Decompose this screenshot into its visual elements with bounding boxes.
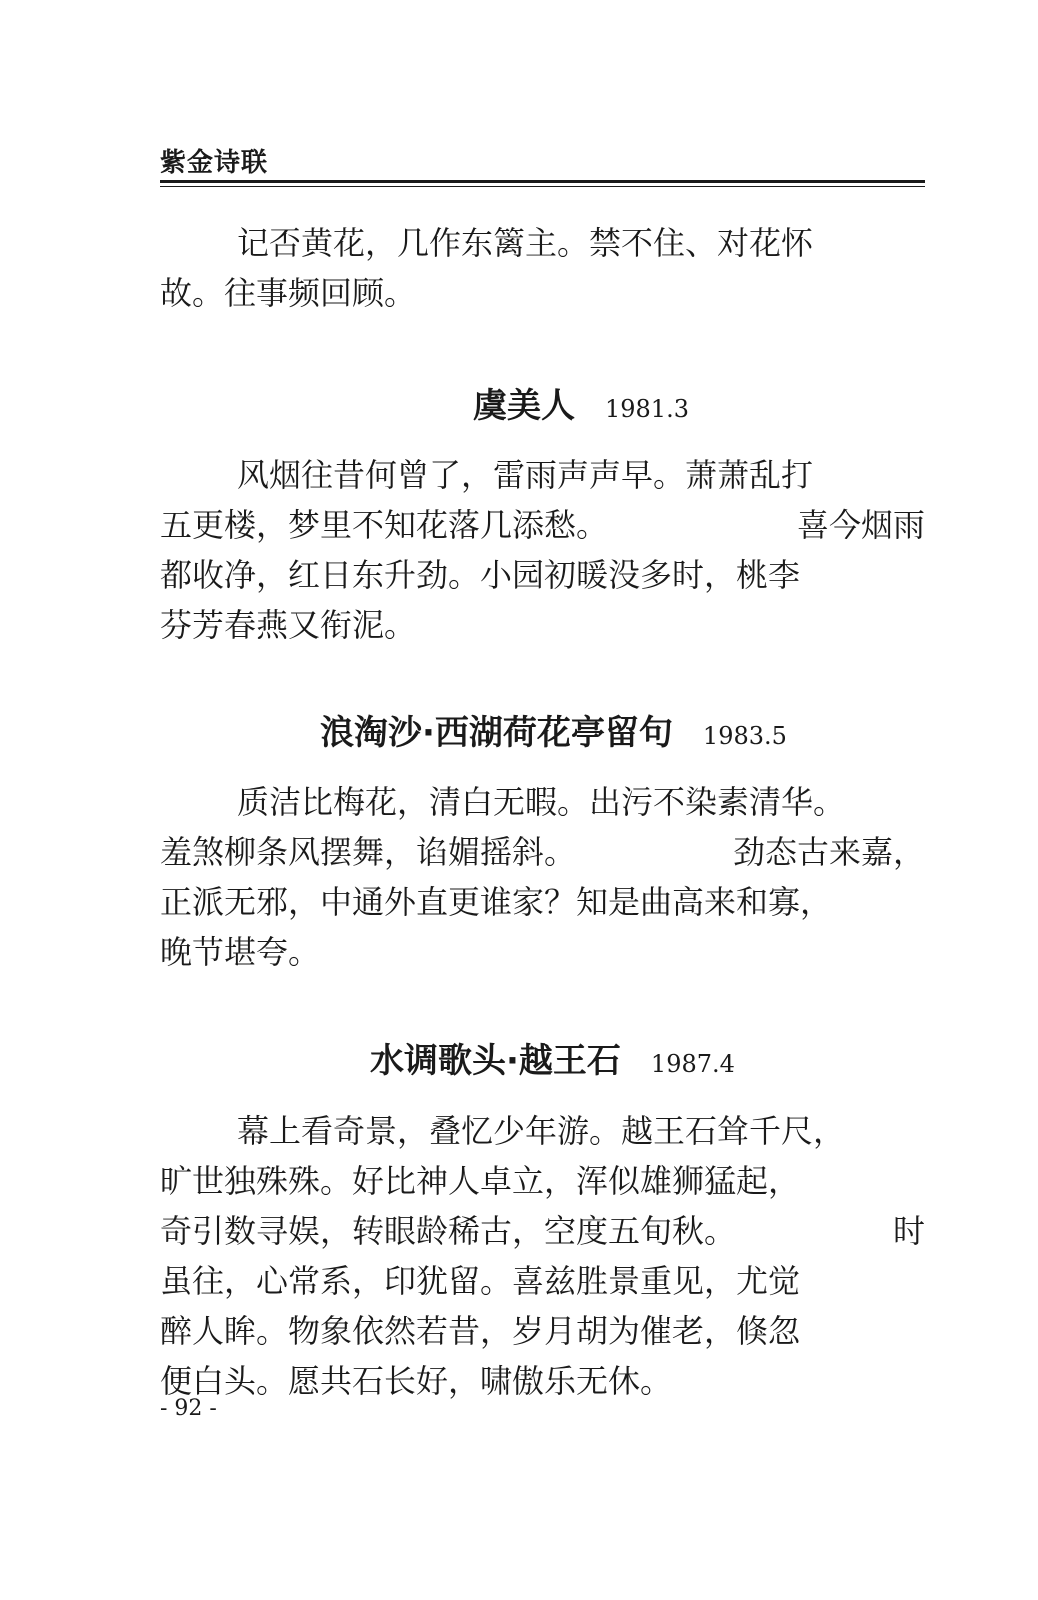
poem-heading: [473, 381, 689, 431]
text-line: 故。往事频回顾。: [160, 274, 417, 312]
text-line: 风烟往昔何曾了，雷雨声声早。萧萧乱打: [237, 456, 814, 494]
text-line: 旷世独殊殊。好比神人卓立，浑似雄狮猛起，: [160, 1162, 801, 1200]
poem-date: 1983.5: [702, 722, 787, 750]
text-line: 便白头。愿共石长好，啸傲乐无休。: [160, 1362, 673, 1400]
poem-body: [160, 777, 925, 977]
text-line: 虽往，心常系，印犹留。喜兹胜景重见，尤觉: [160, 1262, 801, 1300]
text-line: 奇引数寻娱，转眼龄稀古，空度五旬秋。 时: [160, 1212, 925, 1250]
text-line: 正派无邪，中通外直更谁家？知是曲高来和寡，: [160, 883, 833, 921]
poem-heading: [320, 708, 787, 758]
text-line: 晚节堪夸。: [160, 933, 321, 971]
header-rule-thick: [160, 180, 925, 183]
poem-date: 1981.3: [605, 395, 689, 423]
poem-body: [160, 1106, 925, 1406]
poem-title: 浪淘沙·西湖荷花亭留句: [320, 713, 673, 753]
poem-title: 虞美人: [473, 386, 575, 426]
header-rule-thin: [160, 186, 925, 187]
text-line: 芬芳春燕又衔泥。: [160, 606, 417, 644]
fragment-text: [160, 218, 925, 318]
text-line: 五更楼，梦里不知花落几添愁。 喜今烟雨: [160, 506, 925, 544]
poem-body: [160, 450, 925, 650]
page-number: - 92 -: [160, 1396, 217, 1421]
poem-title: 水调歌头·越王石: [370, 1041, 621, 1081]
text-line: 记否黄花，几作东篱主。禁不住、对花怀: [237, 224, 814, 262]
running-header: 紫金诗联: [160, 148, 269, 178]
text-line: 幕上看奇景，叠忆少年游。越王石耸千尺，: [237, 1112, 846, 1150]
text-line: 都收净，红日东升劲。小园初暖没多时，桃李: [160, 556, 801, 594]
poem-heading: [370, 1036, 735, 1086]
text-line: 羞煞柳条风摆舞，谄媚摇斜。 劲态古来嘉，: [160, 833, 925, 871]
text-line: 质洁比梅花，清白无暇。出污不染素清华。: [237, 783, 846, 821]
poem-date: 1987.4: [650, 1050, 735, 1078]
text-line: 醉人眸。物象依然若昔，岁月胡为催老，倏忽: [160, 1312, 801, 1350]
